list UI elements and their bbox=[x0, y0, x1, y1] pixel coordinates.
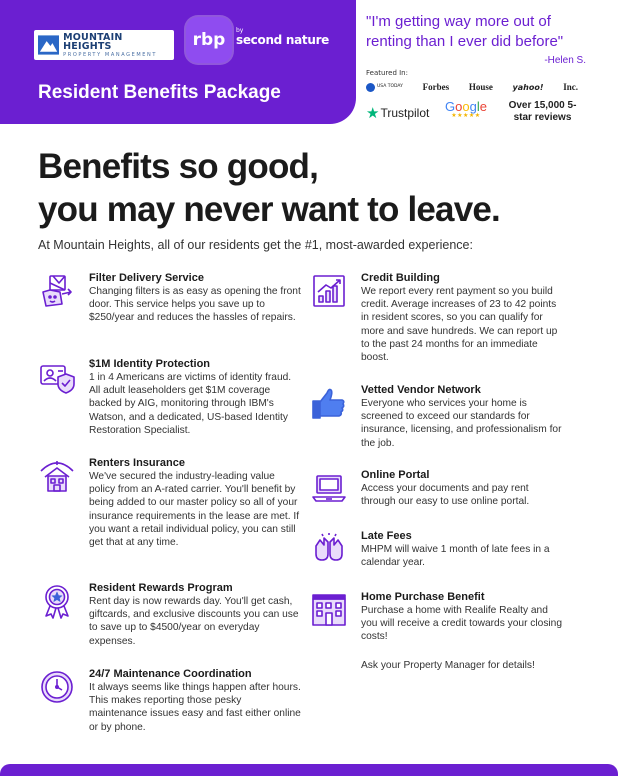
benefit-description: Changing filters is as easy as opening the front door. This service helps you save up to $250/year and reduces the hassles of repairs. bbox=[89, 286, 301, 324]
second-nature-name: second nature bbox=[236, 33, 330, 47]
benefit-description: MHPM will waive 1 month of late fees in a calendar year. bbox=[361, 544, 550, 569]
mountain-heights-logo bbox=[34, 30, 174, 60]
trustpilot-star-icon: ★ bbox=[366, 105, 380, 122]
benefit-description: Everyone who services your home is screened to exceed our standards for insurance, licensing, and professionalism for the job. bbox=[361, 398, 562, 449]
building-icon bbox=[310, 591, 348, 629]
clock-icon bbox=[38, 668, 76, 706]
footer-bar bbox=[0, 764, 618, 776]
press-logos bbox=[366, 81, 578, 93]
header-purple-panel bbox=[0, 0, 356, 124]
credit-chart-icon bbox=[310, 272, 348, 310]
benefit-title: Credit Building bbox=[361, 272, 440, 284]
benefit-title: Home Purchase Benefit bbox=[361, 591, 485, 603]
filter-delivery-icon bbox=[38, 272, 76, 310]
benefit-vetted-vendors bbox=[310, 384, 563, 450]
benefit-title: Resident Rewards Program bbox=[89, 582, 233, 594]
usa-today-logo: USA TODAY bbox=[366, 83, 403, 92]
thumbs-up-icon bbox=[310, 384, 348, 422]
property-manager-note: Ask your Property Manager for details! bbox=[361, 660, 535, 671]
testimonial-quote: "I'm getting way more out of renting than I ever did before" bbox=[366, 13, 564, 50]
logo-company-subtitle: PROPERTY MANAGEMENT bbox=[63, 51, 158, 58]
header bbox=[0, 0, 618, 128]
headline bbox=[38, 145, 500, 231]
reviews-count: Over 15,000 5-star reviews bbox=[508, 100, 577, 123]
benefit-description: Rent day is now rewards day. You'll get cash, giftcards, and exclusive discounts you can use to save up to $4500/year on everyday expenses. bbox=[89, 596, 299, 647]
benefit-title: $1M Identity Protection bbox=[89, 358, 211, 370]
benefit-description: 1 in 4 Americans are victims of identity fraud. All adult leaseholders get $1M coverage backed by AIG, monitoring through IBM's Watson, and a dedicated, US-based Identity Restoration Specialist. bbox=[89, 372, 292, 436]
benefit-title: 24/7 Maintenance Coordination bbox=[89, 668, 252, 680]
featured-in-label: Featured In: bbox=[366, 69, 408, 77]
benefit-credit-building bbox=[310, 272, 563, 364]
benefit-identity-protection bbox=[38, 358, 301, 437]
renters-insurance-icon bbox=[38, 457, 76, 495]
benefit-home-purchase bbox=[310, 591, 563, 644]
benefit-resident-rewards bbox=[38, 582, 301, 648]
google-wordmark: Google bbox=[445, 99, 487, 114]
benefit-title: Late Fees bbox=[361, 530, 412, 542]
benefit-maintenance bbox=[38, 668, 301, 734]
benefit-online-portal bbox=[310, 469, 563, 508]
forbes-logo: Forbes bbox=[422, 82, 450, 92]
benefit-filter-delivery bbox=[38, 272, 301, 325]
benefit-description: We report every rent payment so you build credit. Average increases of 23 to 42 points in resident scores, so you can qualify for more and save hundreds. We can report up to the past 24 months for an immediate boost. bbox=[361, 286, 558, 364]
benefit-description: Purchase a home with Realife Realty and you will receive a credit towards your closing costs! bbox=[361, 605, 563, 643]
benefit-description: Access your documents and pay rent through our easy to use online portal. bbox=[361, 483, 530, 508]
benefit-title: Online Portal bbox=[361, 469, 430, 481]
clapping-hands-icon bbox=[310, 530, 348, 568]
google-reviews-logo bbox=[445, 100, 487, 119]
mountain-logo-icon bbox=[38, 35, 59, 55]
headline-line-2: you may never want to leave. bbox=[38, 190, 500, 229]
benefit-description: It always seems like things happen after hours. This makes reporting those pesky maintenance issues easy and fast either online or by phone. bbox=[89, 682, 301, 733]
benefit-description: We've secured the industry-leading value policy from an A-rated carrier. You'll benefit by being added to our master policy so all of your insurance requirements in the lease are met. If you want a retail individual policy, you can still get that at any time. bbox=[89, 471, 300, 549]
package-title: Resident Benefits Package bbox=[38, 82, 281, 103]
house-logo: House bbox=[468, 82, 493, 92]
benefit-renters-insurance bbox=[38, 457, 301, 549]
rbp-logo: rbp bbox=[186, 17, 232, 63]
benefit-late-fees bbox=[310, 530, 563, 569]
trustpilot-logo: ★ Trustpilot bbox=[366, 105, 430, 122]
yahoo-logo: yahoo! bbox=[512, 82, 544, 92]
intro-text: At Mountain Heights, all of our residents get the #1, most-awarded experience: bbox=[38, 238, 473, 252]
benefit-title: Vetted Vendor Network bbox=[361, 384, 481, 396]
logo-company-name: MOUNTAIN HEIGHTS bbox=[63, 31, 123, 52]
headline-line-1: Benefits so good, bbox=[38, 147, 319, 186]
google-stars-icon: ★★★★★ bbox=[451, 112, 481, 119]
second-nature-logo bbox=[236, 28, 329, 46]
benefit-title: Renters Insurance bbox=[89, 457, 185, 469]
benefit-title: Filter Delivery Service bbox=[89, 272, 204, 284]
inc-logo: Inc. bbox=[563, 82, 578, 92]
testimonial-author: -Helen S. bbox=[544, 55, 586, 66]
identity-protection-icon bbox=[38, 358, 76, 396]
rewards-badge-icon bbox=[38, 582, 76, 620]
second-nature-by: by bbox=[236, 27, 244, 34]
laptop-icon bbox=[310, 469, 348, 507]
